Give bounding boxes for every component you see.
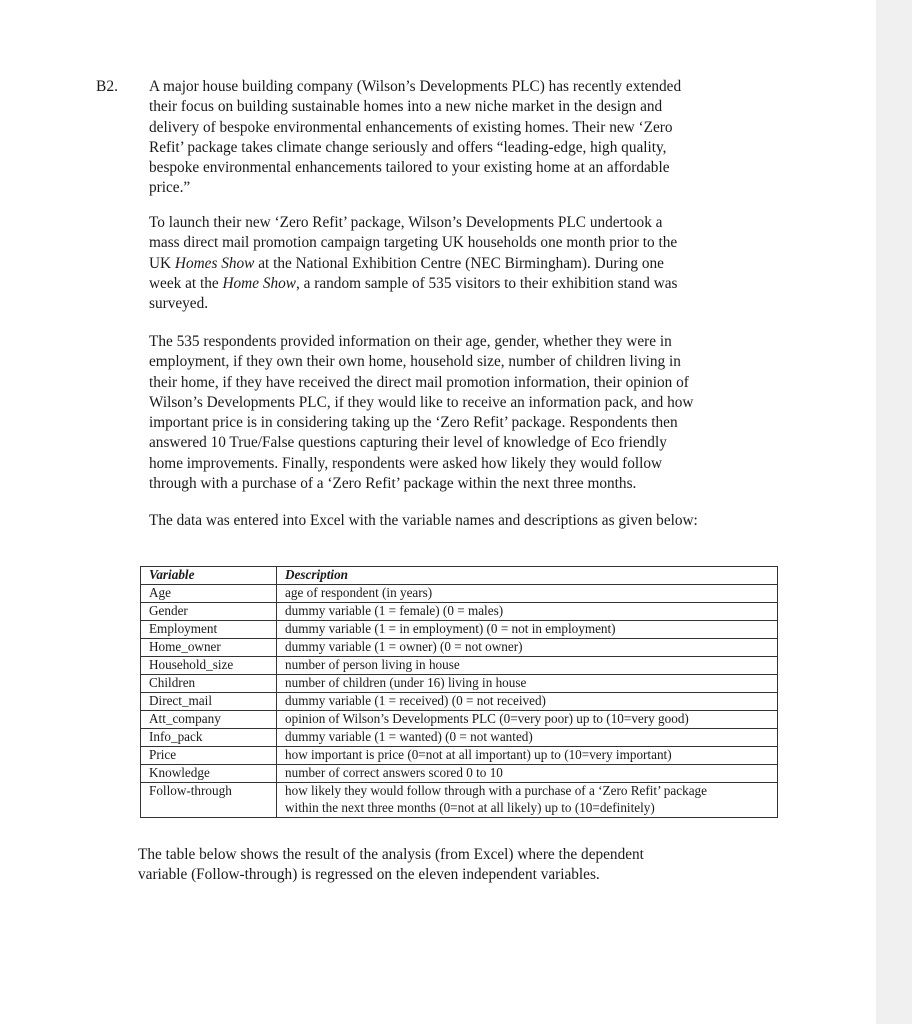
text-segment: their focus on building sustainable homes into a new niche market in the design and [149, 98, 663, 116]
variable-name-cell: Household_size [141, 657, 277, 675]
text-line [149, 393, 804, 413]
table-header-row [141, 567, 778, 585]
variable-description-cell: dummy variable (1 = female) (0 = males) [277, 603, 778, 621]
variable-name-cell: Knowledge [141, 765, 277, 783]
table-row [141, 747, 778, 765]
text-segment: bespoke environmental enhancements tailored to your existing home at an affordable [149, 159, 670, 177]
table-row [141, 585, 778, 603]
variable-description-cell: dummy variable (1 = owner) (0 = not owner) [277, 639, 778, 657]
text-segment: To launch their new ‘Zero Refit’ package, Wilson’s Developments PLC undertook a [149, 214, 663, 231]
table-row [141, 621, 778, 639]
variable-name-cell: Att_company [141, 711, 277, 729]
variable-description-cell: how likely they would follow through with a purchase of a ‘Zero Refit’ package [277, 783, 778, 801]
text-segment: their home, if they have received the direct mail promotion information, their opinion of [149, 373, 689, 391]
text-line [149, 77, 804, 97]
table-intro-paragraph [149, 511, 804, 531]
intro-paragraph [149, 77, 804, 199]
description-header: Description [277, 567, 778, 585]
text-line [149, 158, 804, 178]
variable-description-cell: within the next three months (0=not at all likely) up to (10=definitely) [277, 800, 778, 818]
table-row [141, 800, 778, 818]
text-line [149, 433, 804, 453]
table-row [141, 603, 778, 621]
text-line [138, 865, 798, 885]
text-line [149, 352, 804, 372]
text-segment: important price is in considering taking up the ‘Zero Refit’ package. Respondents then [149, 414, 678, 432]
text-segment: , a random sample of 535 visitors to their exhibition stand was [296, 274, 678, 292]
variable-header: Variable [141, 567, 277, 585]
text-line [149, 178, 804, 198]
text-segment: The data was entered into Excel with the variable names and descriptions as given below: [149, 512, 698, 529]
respondents-paragraph [149, 332, 804, 494]
text-segment: variable (Follow-through) is regressed on the eleven independent variables. [138, 866, 600, 884]
variable-name-cell: Home_owner [141, 639, 277, 657]
variable-description-cell: how important is price (0=not at all important) up to (10=very important) [277, 747, 778, 765]
variable-description-cell: number of children (under 16) living in house [277, 675, 778, 693]
table-row [141, 711, 778, 729]
variable-name-cell: Children [141, 675, 277, 693]
text-segment: Wilson’s Developments PLC, if they would like to receive an information pack, and how [149, 393, 694, 411]
regression-intro-paragraph [138, 845, 798, 886]
text-segment: at the National Exhibition Centre (NEC Birmingham). During one [254, 254, 664, 272]
table-row [141, 729, 778, 747]
text-line [149, 413, 804, 433]
text-segment: through with a purchase of a ‘Zero Refit’ package within the next three months. [149, 475, 637, 493]
text-line [149, 332, 804, 352]
text-line [149, 294, 804, 314]
question-number: B2. [96, 78, 118, 95]
variable-description-cell: number of correct answers scored 0 to 10 [277, 765, 778, 783]
text-line [149, 233, 804, 253]
text-line [149, 454, 804, 474]
text-segment: Refit’ package takes climate change seriously and offers “leading-edge, high quality, [149, 138, 667, 156]
text-line [149, 97, 804, 117]
table-row [141, 639, 778, 657]
variable-description-cell: age of respondent (in years) [277, 585, 778, 603]
campaign-paragraph [149, 213, 804, 314]
table-row [141, 693, 778, 711]
text-segment: employment, if they own their own home, household size, number of children living in [149, 353, 681, 371]
text-line [149, 138, 804, 158]
variable-name-cell: Employment [141, 621, 277, 639]
text-segment: mass direct mail promotion campaign targeting UK households one month prior to the [149, 234, 678, 252]
variable-name-cell: Gender [141, 603, 277, 621]
variable-description-cell: dummy variable (1 = received) (0 = not received) [277, 693, 778, 711]
table-row [141, 657, 778, 675]
text-segment: surveyed. [149, 295, 209, 313]
text-segment: answered 10 True/False questions capturing their level of knowledge of Eco friendly [149, 434, 667, 452]
viewer-side-gutter [876, 0, 912, 1024]
variable-name-cell: Info_pack [141, 729, 277, 747]
table-row [141, 783, 778, 801]
variable-name-cell: Direct_mail [141, 693, 277, 711]
text-segment: A major house building company (Wilson’s Developments PLC) has recently extended [149, 78, 682, 95]
text-line [149, 474, 804, 494]
italic-text: Home Show [222, 274, 296, 292]
text-line [149, 213, 804, 233]
italic-text: Homes Show [174, 254, 255, 272]
text-segment: home improvements. Finally, respondents were asked how likely they would follow [149, 454, 663, 472]
variable-description-cell: opinion of Wilson’s Developments PLC (0=very poor) up to (10=very good) [277, 711, 778, 729]
variable-description-cell: dummy variable (1 = in employment) (0 = not in employment) [277, 621, 778, 639]
text-segment: week at the [149, 274, 223, 292]
text-segment: The 535 respondents provided information on their age, gender, whether they were in [149, 333, 672, 350]
variable-description-cell: number of person living in house [277, 657, 778, 675]
text-line [138, 845, 798, 865]
text-segment: UK [149, 254, 175, 272]
text-segment: delivery of bespoke environmental enhancements of existing homes. Their new ‘Zero [149, 118, 673, 136]
variable-name-cell: Follow-through [141, 783, 277, 801]
table-row [141, 765, 778, 783]
text-line [149, 511, 804, 531]
variable-name-cell: Age [141, 585, 277, 603]
variable-name-cell [141, 800, 277, 818]
text-line [149, 373, 804, 393]
variable-description-table [140, 566, 778, 818]
text-segment: price.” [149, 179, 191, 197]
text-line [149, 274, 804, 294]
text-line [149, 254, 804, 274]
variable-description-cell: dummy variable (1 = wanted) (0 = not wanted) [277, 729, 778, 747]
table-row [141, 675, 778, 693]
text-line [149, 118, 804, 138]
text-segment: The table below shows the result of the analysis (from Excel) where the dependent [138, 846, 644, 863]
variable-name-cell: Price [141, 747, 277, 765]
